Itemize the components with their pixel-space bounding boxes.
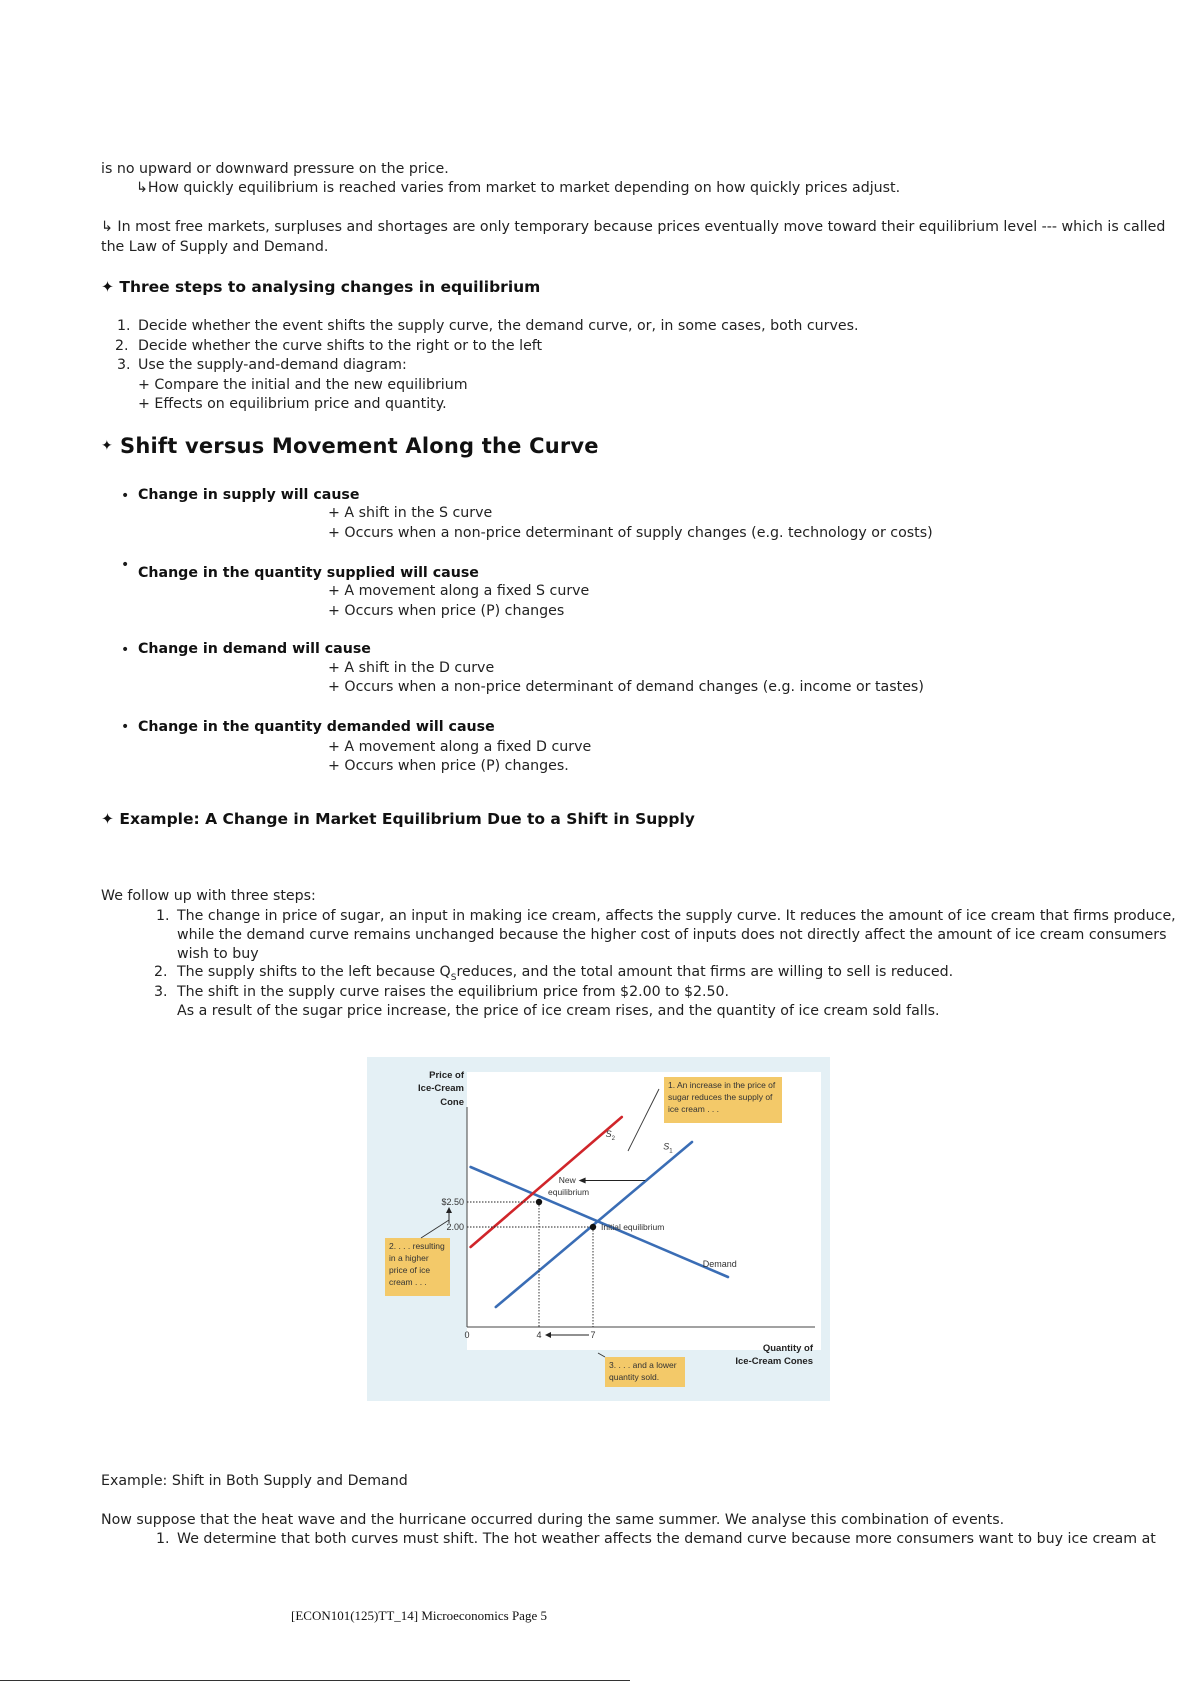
page-bottom-rule bbox=[0, 1680, 630, 1681]
price-annotation-text: 2. . . . resulting bbox=[389, 1241, 445, 1251]
page-footer: [ECON101(125)TT_14] Microeconomics Page 5 bbox=[291, 1608, 547, 1623]
curve-label-s2-sub: 2 bbox=[611, 1136, 615, 1142]
curve-label-s2: S bbox=[605, 1129, 612, 1139]
bullet-icon: • bbox=[121, 488, 130, 504]
shift-heading: Shift versus Movement Along the Curve bbox=[120, 434, 599, 458]
example1-step1-line3: wish to buy bbox=[177, 946, 259, 962]
x-axis-label: Quantity of Ice-Cream Cones bbox=[735, 1343, 813, 1367]
new-equilibrium-label: New bbox=[558, 1175, 576, 1185]
group-line-b: + Occurs when price (P) changes. bbox=[328, 758, 569, 774]
bullet-icon: • bbox=[121, 719, 130, 735]
group-heading: Change in demand will cause bbox=[138, 641, 371, 657]
steps-sub-1: + Compare the initial and the new equilibrium bbox=[138, 377, 468, 393]
group-line-a: + A shift in the S curve bbox=[328, 505, 493, 521]
steps-item-text: Decide whether the event shifts the supply curve, the demand curve, or, in some cases, both curves. bbox=[138, 318, 859, 334]
steps-sub-2: + Effects on equilibrium price and quantity. bbox=[138, 396, 447, 412]
example1-step1-line1: The change in price of sugar, an input in making ice cream, affects the supply curve. It reduces the amount of ice cream that firms produce, bbox=[177, 908, 1176, 924]
curve-label-s1-sub: 1 bbox=[669, 1148, 673, 1155]
group-line-b: + Occurs when a non-price determinant of supply changes (e.g. technology or costs) bbox=[328, 525, 933, 541]
example1-num: 3. bbox=[154, 984, 168, 1000]
example1-num: 2. bbox=[154, 964, 168, 980]
price-annotation-text: in a higher bbox=[389, 1253, 429, 1263]
origin-label: 0 bbox=[464, 1330, 470, 1340]
x-tick-label: 7 bbox=[590, 1330, 596, 1340]
x-tick-label: 4 bbox=[536, 1330, 542, 1340]
quantity-annotation-text: quantity sold. bbox=[609, 1372, 660, 1382]
steps-item-text: Use the supply-and-demand diagram: bbox=[138, 357, 407, 373]
group-line-a: + A shift in the D curve bbox=[328, 660, 495, 676]
equilibrium-point bbox=[536, 1199, 542, 1205]
example2-para: Now suppose that the heat wave and the hurricane occurred during the same summer. We analyse this combination of events. bbox=[101, 1512, 1005, 1528]
curve-label-demand: Demand bbox=[702, 1259, 737, 1269]
group-heading: Change in supply will cause bbox=[138, 487, 360, 503]
law-para-line-1: ↳ In most free markets, surpluses and shortages are only temporary because prices eventually move toward their equilibrium level --- which is called bbox=[101, 219, 1166, 235]
y-tick-label: 2.00 bbox=[446, 1222, 464, 1232]
group-line-b: + Occurs when price (P) changes bbox=[328, 603, 565, 619]
group-line-a: + A movement along a fixed D curve bbox=[328, 739, 592, 755]
supply-shift-chart bbox=[367, 1057, 830, 1401]
supply-annotation-text: sugar reduces the supply of bbox=[668, 1092, 773, 1102]
group-heading: Change in the quantity demanded will cause bbox=[138, 719, 495, 735]
step2-pre: The supply shifts to the left because Q bbox=[177, 964, 451, 980]
step2-post: reduces, and the total amount that firms are willing to sell is reduced. bbox=[456, 964, 954, 980]
bullet-icon: • bbox=[121, 557, 130, 573]
example1-step1-line2: while the demand curve remains unchanged because the higher cost of inputs does not directly affect the amount of ice cream consumers bbox=[177, 927, 1167, 943]
chart-svg bbox=[367, 1057, 830, 1401]
supply-annotation-text: 1. An increase in the price of bbox=[668, 1080, 776, 1090]
price-annotation-text: price of ice bbox=[389, 1265, 431, 1275]
example1-num: 1. bbox=[156, 908, 170, 924]
supply-annotation-text: ice cream . . . bbox=[668, 1104, 720, 1114]
example1-step2 bbox=[177, 964, 953, 983]
group-line-b: + Occurs when a non-price determinant of demand changes (e.g. income or tastes) bbox=[328, 679, 924, 695]
steps-item-num: 2. bbox=[115, 338, 129, 354]
steps-item-num: 1. bbox=[117, 318, 131, 334]
price-annotation-text: cream . . . bbox=[389, 1277, 427, 1287]
example1-step3: The shift in the supply curve raises the equilibrium price from $2.00 to $2.50. bbox=[177, 984, 730, 1000]
law-para-line-2: the Law of Supply and Demand. bbox=[101, 239, 329, 255]
bullet-icon: • bbox=[121, 642, 130, 658]
example1-conclusion: As a result of the sugar price increase, the price of ice cream rises, and the quantity of ice cream sold falls. bbox=[177, 1003, 940, 1019]
curve-label-s1: S bbox=[663, 1141, 670, 1152]
example1-intro: We follow up with three steps: bbox=[101, 888, 316, 904]
example1-heading: ✦ Example: A Change in Market Equilibrium Due to a Shift in Supply bbox=[101, 810, 695, 828]
steps-item-num: 3. bbox=[117, 357, 131, 373]
steps-item-text: Decide whether the curve shifts to the right or to the left bbox=[138, 338, 543, 354]
sparkle-icon: ✦ bbox=[101, 438, 113, 454]
steps-heading: ✦ Three steps to analysing changes in equilibrium bbox=[101, 278, 541, 296]
example2-heading: Example: Shift in Both Supply and Demand bbox=[101, 1473, 408, 1489]
intro-line-2: ↳How quickly equilibrium is reached varies from market to market depending on how quickly prices adjust. bbox=[136, 180, 901, 196]
y-axis-label: Price of Ice-Cream Cone bbox=[418, 1070, 464, 1108]
new-equilibrium-label: equilibrium bbox=[548, 1187, 590, 1197]
group-line-a: + A movement along a fixed S curve bbox=[328, 583, 590, 599]
intro-line-1: is no upward or downward pressure on the price. bbox=[101, 161, 449, 177]
group-heading: Change in the quantity supplied will cause bbox=[138, 565, 479, 581]
initial-equilibrium-label: Initial equilibrium bbox=[601, 1222, 665, 1232]
quantity-annotation-text: 3. . . . and a lower bbox=[609, 1360, 677, 1370]
example2-num: 1. bbox=[156, 1531, 170, 1547]
step2-sub: S bbox=[450, 972, 457, 983]
equilibrium-point bbox=[590, 1224, 596, 1230]
y-tick-label: $2.50 bbox=[441, 1197, 464, 1207]
example2-step1: We determine that both curves must shift. The hot weather affects the demand curve because more consumers want to buy ice cream at bbox=[177, 1531, 1156, 1547]
